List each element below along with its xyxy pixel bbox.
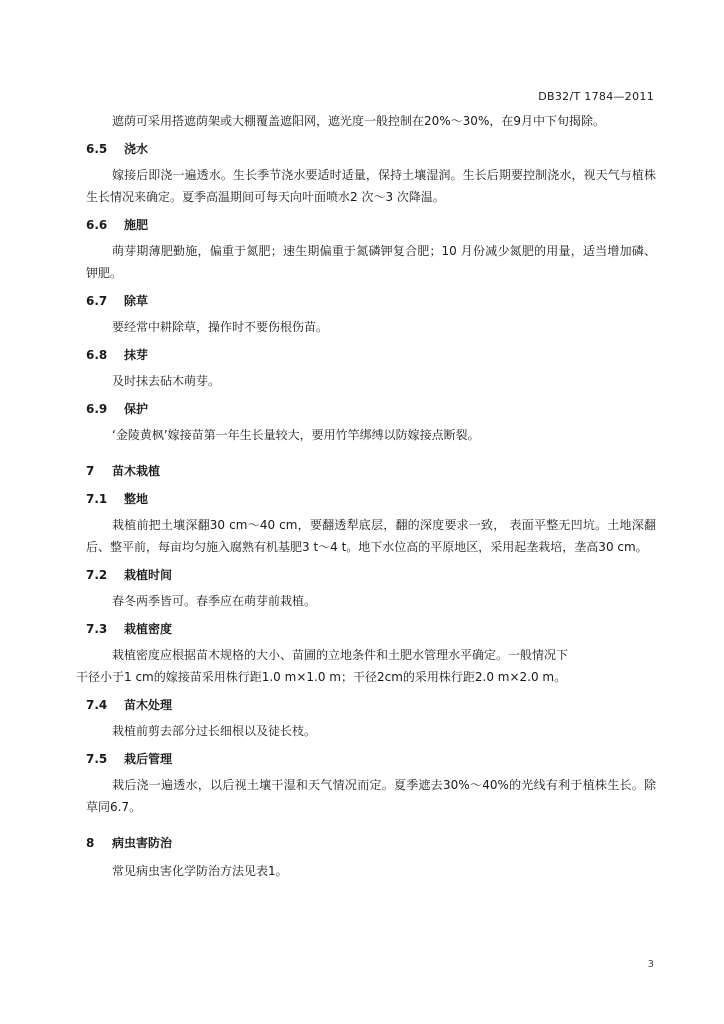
section-number: 6.7 bbox=[86, 294, 108, 308]
document-body bbox=[76, 110, 656, 882]
paragraph-post-planting: 栽后浇一遍透水，以后视土壤干湿和天气情况而定。夏季遮去30%～40%的光线有利于植株生长。除草同6.7。 bbox=[86, 778, 656, 814]
paragraph-planting-density-cont: 干径小于1 cm的嫁接苗采用株行距1.0 m×1.0 m；干径2cm的采用株行距2.0 m×2.0 m。 bbox=[76, 670, 567, 684]
section-7-1-heading bbox=[86, 488, 656, 510]
section-title: 保护 bbox=[124, 402, 149, 416]
section-number: 6.6 bbox=[86, 218, 108, 232]
section-6-8-heading bbox=[86, 344, 656, 366]
paragraph-pest-control: 常见病虫害化学防治方法见表1。 bbox=[112, 864, 288, 878]
paragraph-fertilizing: 萌芽期薄肥勤施，偏重于氮肥；速生期偏重于氮磷钾复合肥；10 月份减少氮肥的用量，适当增加磷、钾肥。 bbox=[86, 244, 656, 280]
section-title: 整地 bbox=[124, 492, 149, 506]
paragraph-seedling-treatment: 栽植前剪去部分过长细根以及徒长枝。 bbox=[112, 724, 317, 738]
section-7-2-heading bbox=[86, 564, 656, 586]
page-number: 3 bbox=[647, 959, 654, 970]
paragraph-disbudding: 及时抹去砧木萌芽。 bbox=[112, 374, 221, 388]
section-title: 栽植密度 bbox=[124, 622, 173, 636]
chapter-number: 7 bbox=[86, 464, 95, 478]
section-6-9-heading bbox=[86, 398, 656, 420]
chapter-8-heading bbox=[86, 832, 656, 854]
section-number: 7.4 bbox=[86, 698, 108, 712]
paragraph-planting-density: 栽植密度应根据苗木规格的大小、苗圃的立地条件和土肥水管理水平确定。一般情况下 bbox=[112, 648, 569, 662]
section-7-4-heading bbox=[86, 694, 656, 716]
paragraph-protection: ‘金陵黄枫’嫁接苗第一年生长量较大，要用竹竿绑缚以防嫁接点断裂。 bbox=[112, 428, 480, 442]
document-code: DB32/T 1784—2011 bbox=[538, 90, 654, 103]
section-number: 7.3 bbox=[86, 622, 108, 636]
section-title: 除草 bbox=[124, 294, 149, 308]
paragraph-site-preparation: 栽植前把土壤深翻30 cm～40 cm，要翻透犁底层，翻的深度要求一致， 表面平整无凹坑。土地深翻后、整平前，每亩均匀施入腐熟有机基肥3 t～4 t。地下水位高的平原地区，采用起垄栽培，垄高30 cm。 bbox=[86, 518, 656, 554]
paragraph-planting-time: 春冬两季皆可。春季应在萌芽前栽植。 bbox=[112, 594, 317, 608]
section-title: 苗木处理 bbox=[124, 698, 173, 712]
section-title: 抹芽 bbox=[124, 348, 149, 362]
section-title: 栽后管理 bbox=[124, 752, 173, 766]
section-number: 6.5 bbox=[86, 142, 108, 156]
section-number: 7.2 bbox=[86, 568, 108, 582]
chapter-title: 苗木栽植 bbox=[112, 464, 161, 478]
chapter-number: 8 bbox=[86, 836, 95, 850]
section-title: 施肥 bbox=[124, 218, 149, 232]
section-6-7-heading bbox=[86, 290, 656, 312]
section-number: 6.8 bbox=[86, 348, 108, 362]
paragraph-weeding: 要经常中耕除草，操作时不要伤根伤苗。 bbox=[112, 320, 329, 334]
chapter-7-heading bbox=[86, 460, 656, 482]
section-7-5-heading bbox=[86, 748, 656, 770]
section-number: 6.9 bbox=[86, 402, 108, 416]
paragraph-shade: 遮荫可采用搭遮荫架或大棚覆盖遮阳网，遮光度一般控制在20%～30%，在9月中下旬揭除。 bbox=[112, 114, 605, 128]
section-6-6-heading bbox=[86, 214, 656, 236]
section-7-3-heading bbox=[86, 618, 656, 640]
paragraph-watering: 嫁接后即浇一遍透水。生长季节浇水要适时适量，保持土壤湿润。生长后期要控制浇水，视天气与植株生长情况来确定。夏季高温期间可每天向叶面喷水2 次～3 次降温。 bbox=[86, 168, 656, 204]
section-title: 浇水 bbox=[124, 142, 149, 156]
section-6-5-heading bbox=[86, 138, 656, 160]
chapter-title: 病虫害防治 bbox=[112, 836, 173, 850]
section-title: 栽植时间 bbox=[124, 568, 173, 582]
section-number: 7.5 bbox=[86, 752, 108, 766]
section-number: 7.1 bbox=[86, 492, 108, 506]
